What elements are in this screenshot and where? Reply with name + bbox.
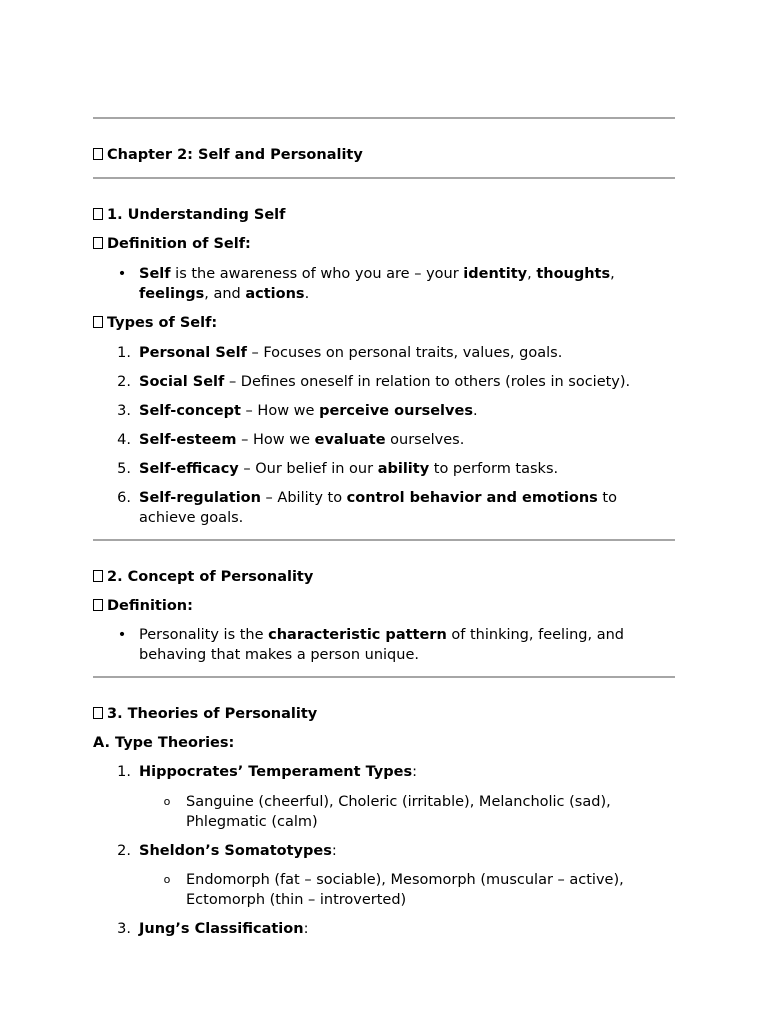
list-item: • Personality is the characteristic pattern of thinking, feeling, and behaving that makes a person unique. [93,625,675,665]
box-glyph-icon [93,208,103,220]
list-item: 6. Self-regulation – Ability to control behavior and emotions to achieve goals. [117,490,617,526]
box-glyph-icon [93,707,103,719]
box-glyph-icon [93,316,103,328]
section-heading: 1. Understanding Self [93,205,675,225]
box-glyph-icon [93,570,103,582]
sub-list [93,792,675,832]
list-item: 1. Hippocrates’ Temperament Types: [117,764,417,780]
theories-list [93,919,675,939]
bullet-icon: • [117,627,127,643]
list-item: 1. Personal Self – Focuses on personal traits, values, goals. [117,345,563,361]
divider [93,676,675,678]
sub-list-item: o Endomorph (fat – sociable), Mesomorph (muscular – active), Ectomorph (thin – introverted) [93,870,675,910]
section-heading: 2. Concept of Personality [93,567,675,587]
chapter-title: Chapter 2: Self and Personality [93,145,675,165]
divider [93,539,675,541]
sub-list-item: o Sanguine (cheerful), Choleric (irritable), Melancholic (sad), Phlegmatic (calm) [93,792,675,832]
subsection-heading: Definition: [93,596,675,616]
definition-list [93,264,675,304]
list-item: 5. Self-efficacy – Our belief in our ability to perform tasks. [117,461,559,477]
box-glyph-icon [93,599,103,611]
list-item: 3. Self-concept – How we perceive ourselves. [117,403,478,419]
bullet-icon: • [117,266,127,282]
list-item: 3. Jung’s Classification: [117,921,309,937]
subsection-heading: Definition of Self: [93,234,675,254]
types-list [93,343,675,528]
section-heading: 3. Theories of Personality [93,704,675,724]
circle-bullet-icon: o [163,795,171,808]
document-page [93,117,675,939]
subsection-heading: A. Type Theories: [93,735,235,751]
divider [93,117,675,119]
box-glyph-icon [93,148,103,160]
list-item: • Self is the awareness of who you are – your identity, thoughts, feelings, and actions. [93,264,675,304]
list-item: 2. Sheldon’s Somatotypes: [117,843,337,859]
divider [93,177,675,179]
subsection-heading: Types of Self: [93,313,675,333]
sub-list [93,870,675,910]
box-glyph-icon [93,237,103,249]
circle-bullet-icon: o [163,873,171,886]
definition-list [93,625,675,665]
theories-list [93,762,675,782]
list-item: 2. Social Self – Defines oneself in relation to others (roles in society). [117,374,631,390]
theories-list [93,841,675,861]
list-item: 4. Self-esteem – How we evaluate ourselves. [117,432,465,448]
